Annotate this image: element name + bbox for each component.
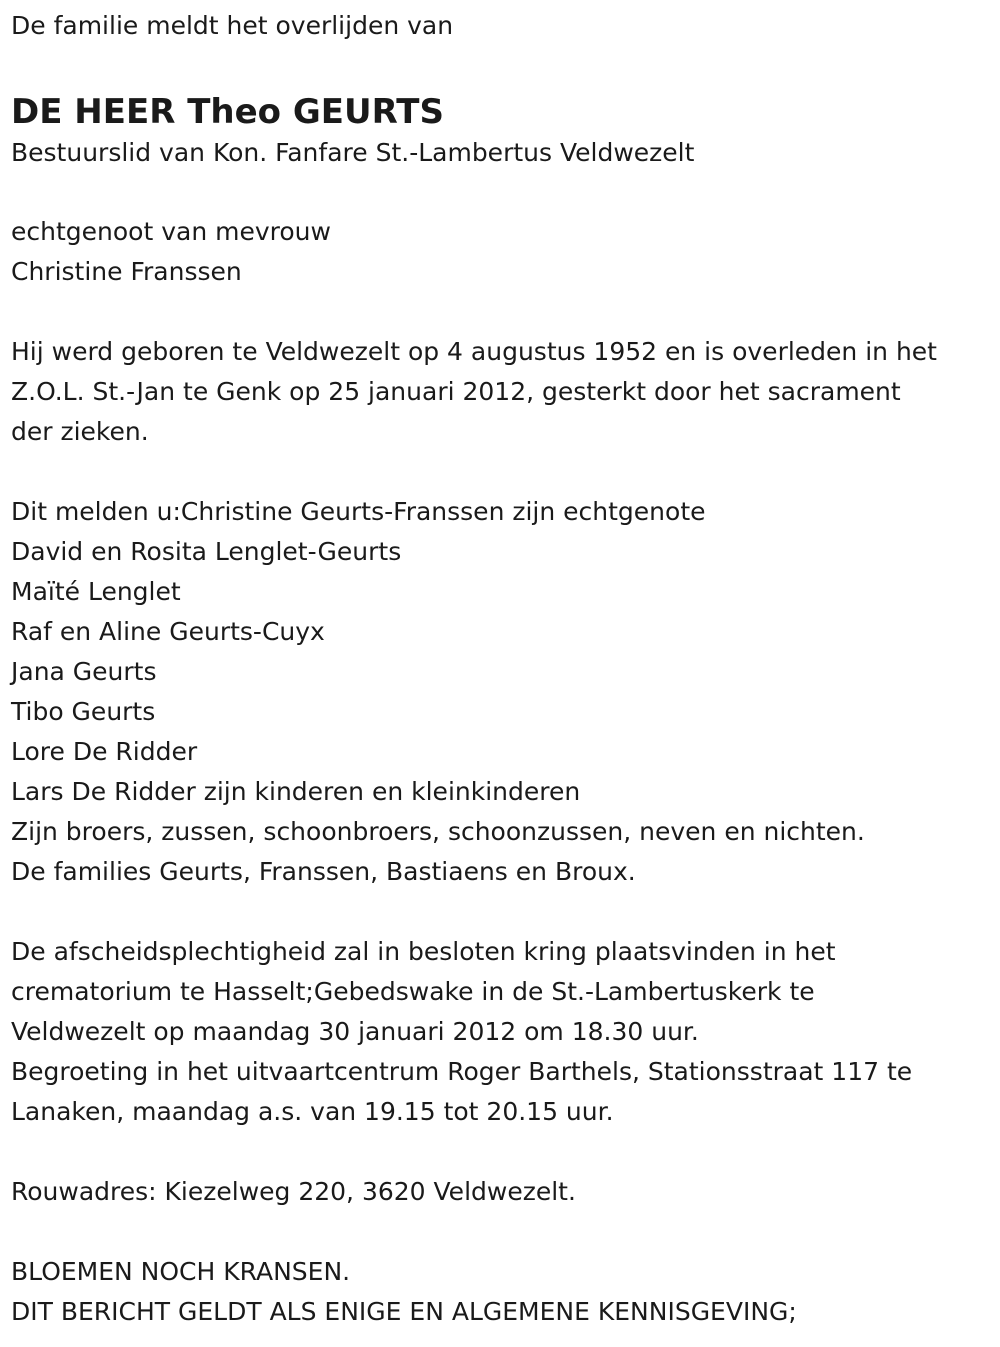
family-line: Lars De Ridder zijn kinderen en kleinkinderen [11,777,581,806]
ceremony-line: Begroeting in het uitvaartcentrum Roger Barthels, Stationsstraat 117 te [11,1057,913,1086]
closing-section [11,1252,996,1332]
family-line: De families Geurts, Franssen, Bastiaens en Broux. [11,857,636,886]
deceased-role: Bestuurslid van Kon. Fanfare St.-Lambertus Veldwezelt [11,138,695,167]
spouse-section [11,212,996,292]
closing-line: BLOEMEN NOCH KRANSEN. [11,1257,351,1286]
family-line: Maïté Lenglet [11,577,181,606]
family-line: Dit melden u:Christine Geurts-Franssen zijn echtgenote [11,497,706,526]
family-line: Zijn broers, zussen, schoonbroers, schoonzussen, neven en nichten. [11,817,865,846]
intro-text: De familie meldt het overlijden van [11,11,454,40]
ceremony-line: Veldwezelt op maandag 30 januari 2012 om 18.30 uur. [11,1017,699,1046]
deceased-name: DE HEER Theo GEURTS [11,92,444,132]
closing-line: DIT BERICHT GELDT ALS ENIGE EN ALGEMENE KENNISGEVING; [11,1297,797,1326]
spouse-line: Christine Franssen [11,257,242,286]
ceremony-line: De afscheidsplechtigheid zal in besloten kring plaatsvinden in het [11,937,836,966]
family-line: Tibo Geurts [11,697,156,726]
ceremony-line: crematorium te Hasselt;Gebedswake in de St.-Lambertuskerk te [11,977,815,1006]
ceremony-line: Lanaken, maandag a.s. van 19.15 tot 20.15 uur. [11,1097,614,1126]
family-line: Jana Geurts [11,657,157,686]
biography-line: Z.O.L. St.-Jan te Genk op 25 januari 2012, gesterkt door het sacrament [11,377,901,406]
biography-section [11,332,996,452]
ceremony-section [11,932,996,1132]
biography-line: der zieken. [11,417,149,446]
family-line: Raf en Aline Geurts-Cuyx [11,617,325,646]
biography-line: Hij werd geboren te Veldwezelt op 4 augustus 1952 en is overleden in het [11,337,937,366]
family-line: David en Rosita Lenglet-Geurts [11,537,402,566]
mourning-address: Rouwadres: Kiezelweg 220, 3620 Veldwezelt. [11,1177,576,1206]
announced-by-section [11,492,996,892]
spouse-line: echtgenoot van mevrouw [11,217,331,246]
obituary-notice [11,6,996,1332]
family-line: Lore De Ridder [11,737,198,766]
